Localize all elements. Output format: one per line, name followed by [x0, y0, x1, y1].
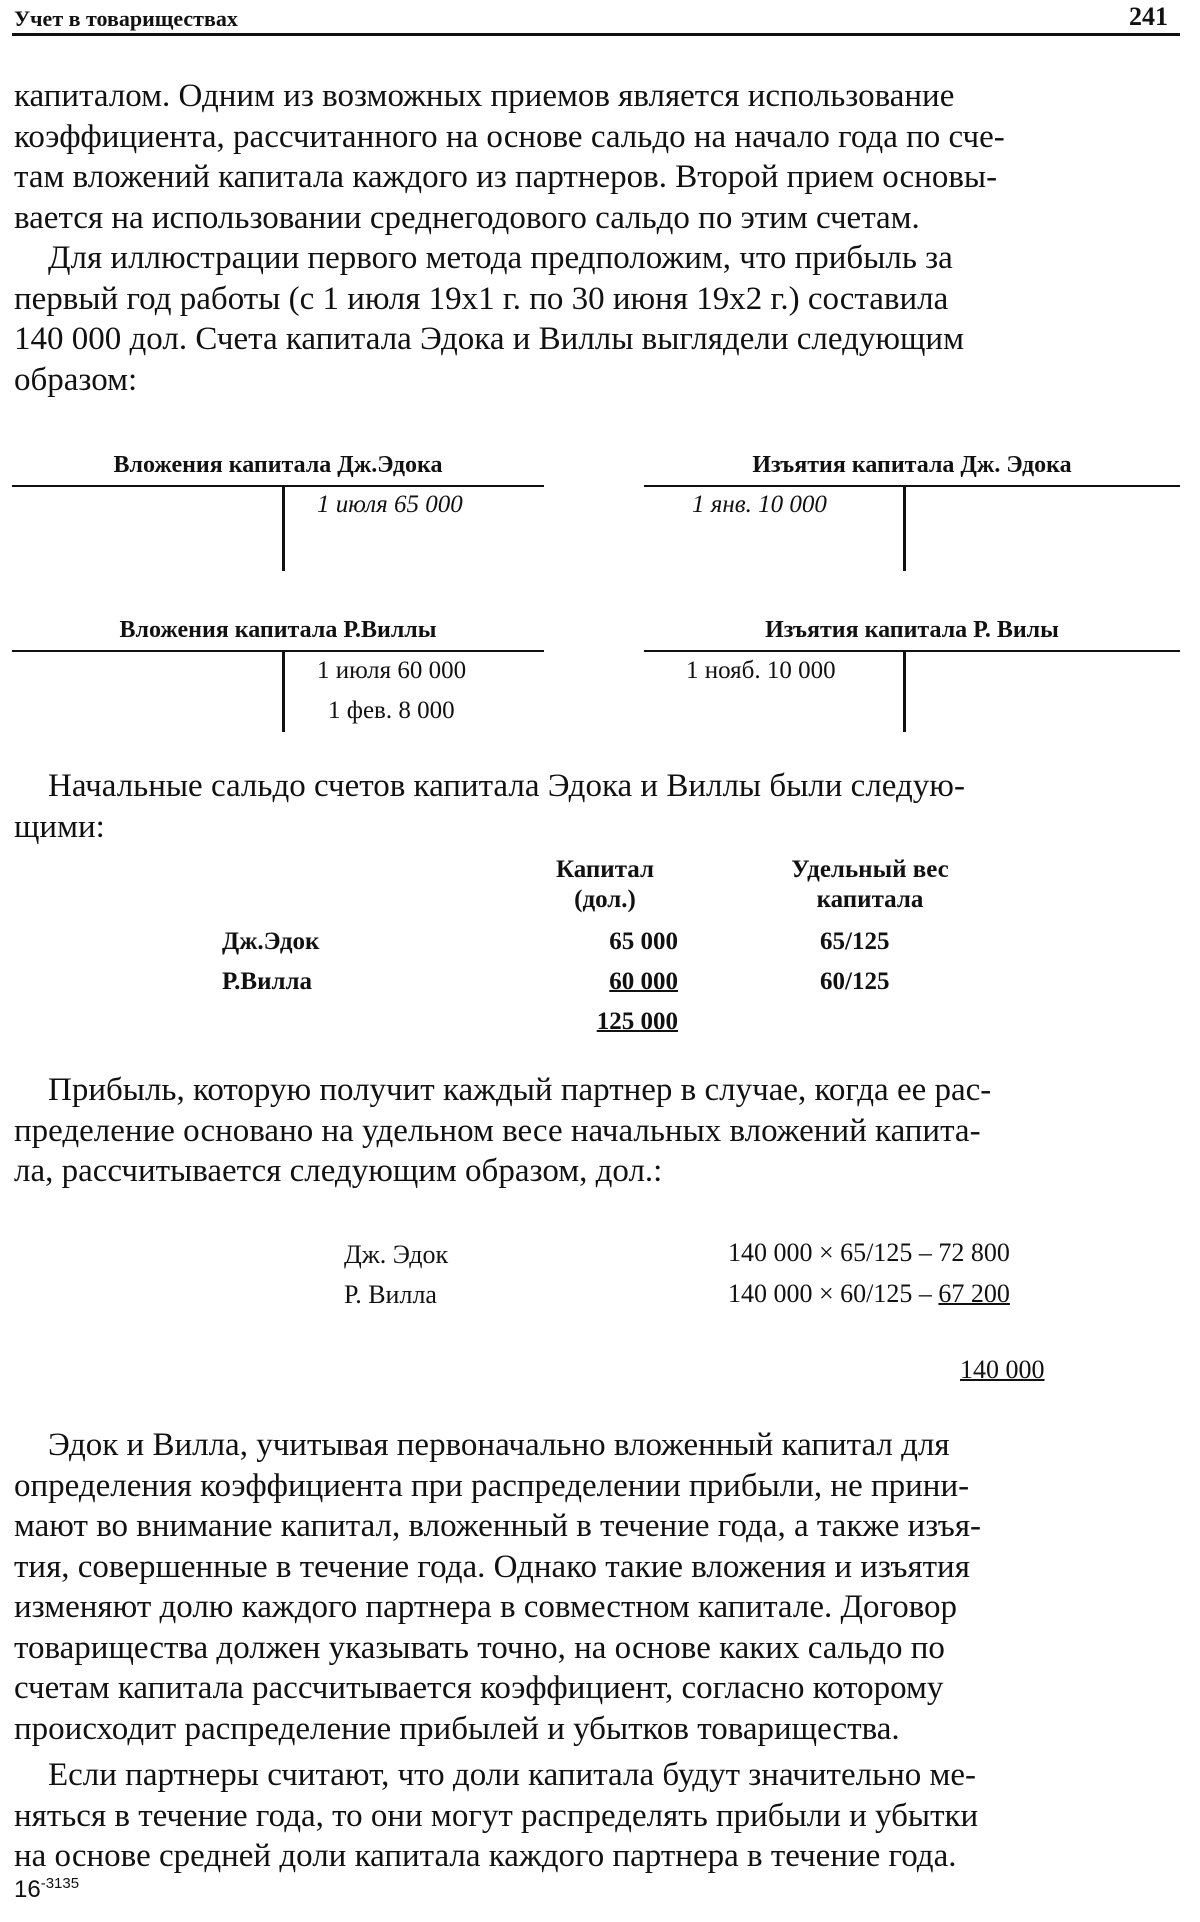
- t-account-vline: [282, 485, 285, 571]
- paragraph-2: Для иллюстрации первого метода предположим, что прибыль за первый год работы (с 1 июля 19х1 г. по 30 июня 19х2 г.) составила 140 000 дол. Счета капитала Эдока и Виллы выглядели следующим образом:: [14, 240, 964, 398]
- calc-total: 140 000: [960, 1355, 1045, 1384]
- t-account-hline: [644, 650, 1180, 652]
- paragraph-6: Если партнеры считают, что доли капитала будут значительно ме- няться в течение года, то они могут распределять прибыли и убытки на основе средней доли капитала каждого партнера в течение года.: [14, 1757, 979, 1874]
- t-account-entry: 1 нояб. 10 000: [686, 657, 836, 684]
- t-account-villa-withdrawal: [644, 617, 1180, 737]
- table-row-name: Дж.Эдок: [222, 928, 320, 955]
- t-account-entry: 1 июля 65 000: [317, 491, 463, 518]
- t-account-entry: 1 июля 60 000: [317, 657, 467, 684]
- paragraph-4: Прибыль, которую получит каждый партнер в случае, когда ее рас- пределение основано на удельном весе начальных вложений капита- ла, рассчитывается следующим образом, дол.:: [14, 1072, 992, 1189]
- table-row-capital: 65 000: [609, 928, 678, 955]
- printer-signature: $16^{-3135}$: [14, 1875, 80, 1903]
- paragraph-3: Начальные сальдо счетов капитала Эдока и Виллы были следую- щими:: [14, 768, 965, 845]
- table-row-capital: 60 000: [609, 968, 678, 995]
- page-number: 241: [1129, 2, 1168, 31]
- calc-row-result: 67 200: [938, 1279, 1010, 1308]
- t-account-edok-withdrawal: [644, 452, 1180, 572]
- t-account-entry: 1 фев. 8 000: [328, 697, 455, 724]
- t-account-villa-investment: [12, 617, 544, 737]
- calc-row-name: Дж. Эдок: [344, 1240, 449, 1269]
- column-header-weight: Удельный вес капитала: [791, 856, 949, 913]
- running-title: Учет в товариществах: [14, 6, 238, 31]
- t-account-entry: 1 янв. 10 000: [692, 491, 827, 518]
- table-row-weight: 65/125: [820, 928, 890, 955]
- t-account-title: Изъятия капитала Дж. Эдока: [752, 452, 1072, 478]
- table-total-capital: 125 000: [596, 1008, 678, 1035]
- t-account-edok-investment: [12, 452, 544, 572]
- t-account-title: Вложения капитала Р.Виллы: [119, 617, 437, 643]
- t-account-hline: [12, 650, 544, 652]
- column-header-capital: Капитал (дол.): [555, 856, 655, 913]
- paragraph-1: капиталом. Одним из возможных приемов является использование коэффициента, рассчитанного на основе сальдо на начало года по сче- там вложений капитала каждого из партнеров. Второй прием основы- вается на использовании среднегодового сальдо по этим счетам.: [14, 78, 1005, 236]
- t-account-title: Изъятия капитала Р. Вилы: [765, 617, 1059, 643]
- table-row-weight: 60/125: [820, 968, 890, 995]
- t-account-hline: [12, 485, 544, 487]
- t-account-hline: [644, 485, 1180, 487]
- table-row-name: Р.Вилла: [222, 968, 313, 995]
- calc-row-name: Р. Вилла: [344, 1280, 437, 1309]
- t-account-vline: [282, 650, 285, 732]
- calc-row-formula: 140 000 × 60/125 – 67 200: [728, 1279, 1010, 1308]
- t-account-title: Вложения капитала Дж.Эдока: [113, 452, 443, 478]
- calc-row-formula: 140 000 × 65/125 – 72 800: [728, 1238, 1010, 1267]
- t-account-vline: [903, 485, 906, 571]
- paragraph-5: Эдок и Вилла, учитывая первоначально вложенный капитал для определения коэффициента при распределении прибыли, не прини- мают во внимание капитал, вложенный в течение года, а также изъя- тия, совершенные в течение года. Однако такие вложения и изъятия изменяют долю каждого партнера в совместном капитале. Договор товарищества должен указывать точно, на основе каких сальдо по счетам капитала рассчитывается коэффициент, согласно которому происходит распределение прибылей и убытков товарищества.: [14, 1427, 981, 1747]
- t-account-vline: [903, 650, 906, 732]
- header-rule: [12, 33, 1180, 36]
